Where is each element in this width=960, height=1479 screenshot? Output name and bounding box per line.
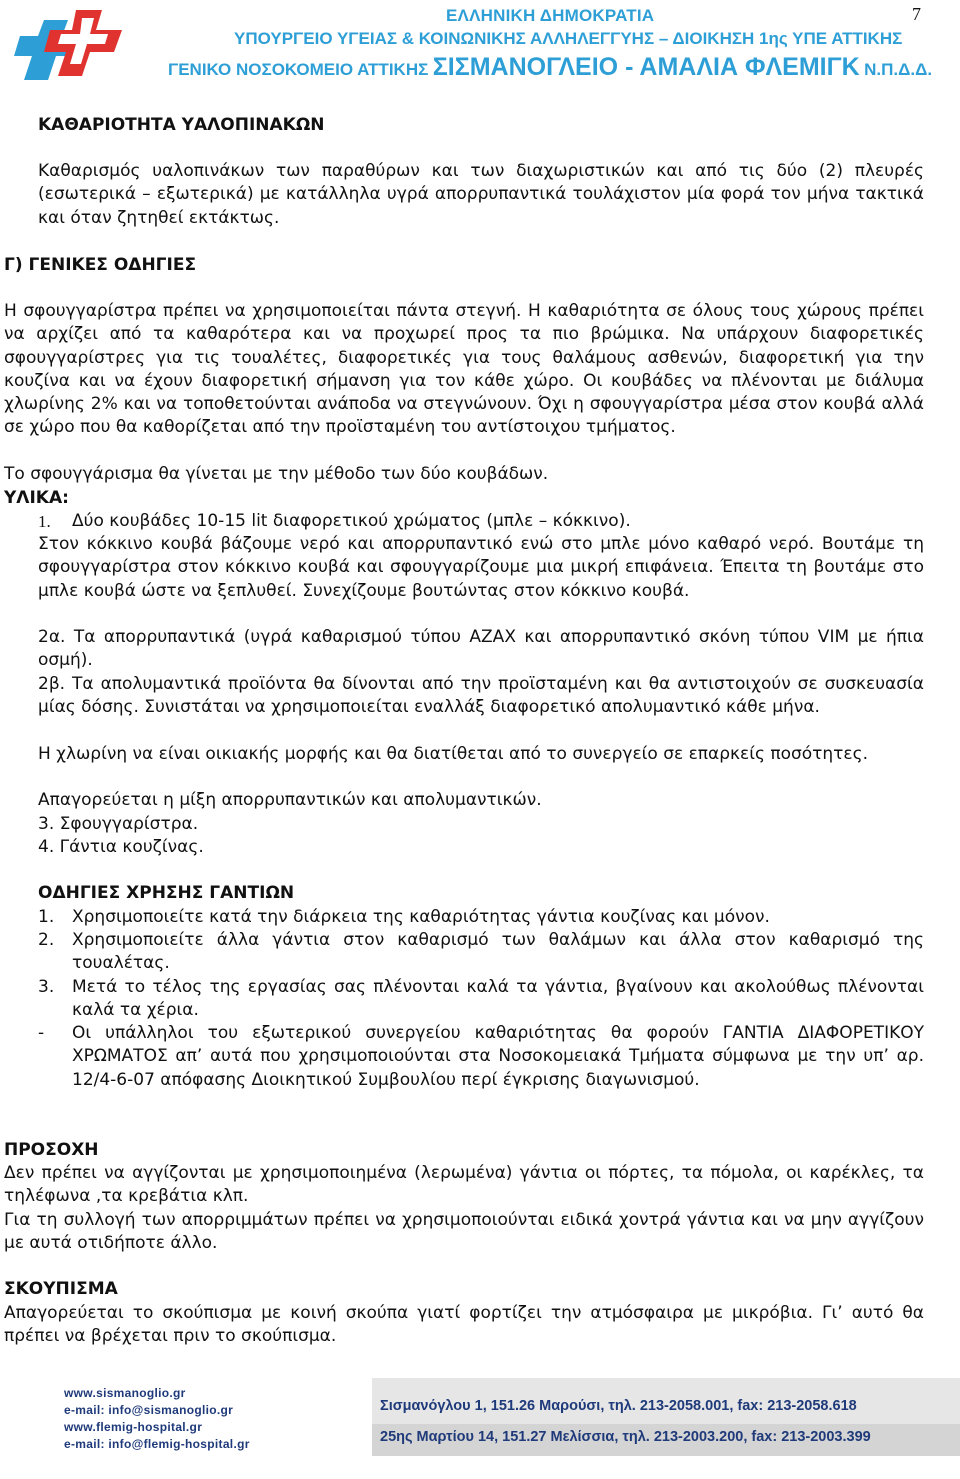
page-number: 7: [912, 4, 921, 24]
paragraph-glass: Καθαρισμός υαλοπινάκων των παραθύρων και των διαχωριστικών και από τις δύο (2) πλευρές (εσωτερικά – εξωτερικά) με κατάλληλα υγρά απορρυπαντικά τουλάχιστον μία φορά τον μήνα τακτικά και όταν ζητηθεί εκτάκτως.: [38, 161, 924, 228]
header-republic: ΕΛΛΗΝΙΚΗ ΔΗΜΟΚΡΑΤΙΑ: [446, 6, 655, 25]
header-hospital-name: ΣΙΣΜΑΝΟΓΛΕΙΟ - ΑΜΑΛΙΑ ΦΛΕΜΙΓΚ: [432, 53, 860, 81]
paragraph-forbidden-mix: Απαγορεύεται η μίξη απορρυπαντικών και απολυμαντικών.: [38, 790, 542, 810]
gloves-item-1-number: 1.: [38, 907, 55, 927]
materials-item-1-number: 1.: [38, 512, 51, 531]
header-ministry: ΥΠΟΥΡΓΕΙΟ ΥΓΕΙΑΣ & ΚΟΙΝΩΝΙΚΗΣ ΑΛΛΗΛΕΓΓΥΗΣ – ΔΙΟΙΚΗΣΗ 1ης ΥΠΕ ΑΤΤΙΚΗΣ: [234, 29, 903, 48]
gloves-item-3-number: 3.: [38, 977, 55, 997]
footer-email-1: e-mail: info@sismanoglio.gr: [64, 1403, 234, 1417]
section-title-caution: ΠΡΟΣΟΧΗ: [4, 1140, 99, 1160]
gloves-item-2-text: Χρησιμοποιείτε άλλα γάντια στον καθαρισμό των θαλάμων και άλλα στον καθαρισμό της τουαλέτας.: [72, 930, 924, 974]
paragraph-chlorine: Η χλωρίνη να είναι οικιακής μορφής και θα διατίθεται από το συνεργείο σε επαρκείς ποσότητες.: [38, 744, 868, 764]
section-title-general: Γ) ΓΕΝΙΚΕΣ ΟΔΗΓΙΕΣ: [4, 255, 197, 275]
footer-website-1: www.sismanoglio.gr: [64, 1386, 186, 1400]
page-footer: [0, 1378, 960, 1479]
footer-address-sismanoglio: Σισμανόγλου 1, 151.26 Μαρούσι, τηλ. 213-2058.001, fax: 213-2058.618: [380, 1398, 857, 1414]
gloves-item-1-text: Χρησιμοποιείτε κατά την διάρκεια της καθαριότητας γάντια κουζίνας και μόνον.: [72, 907, 770, 927]
paragraph-caution-2: Για τη συλλογή των απορριμμάτων πρέπει να χρησιμοποιούνται ειδικά χοντρά γάντια και να μην αγγίζουν με αυτά οτιδήποτε άλλο.: [4, 1210, 924, 1254]
gloves-item-2-number: 2.: [38, 930, 55, 950]
paragraph-detergents: 2α. Τα απορρυπαντικά (υγρά καθαρισμού τύπου ΑΖΑΧ και απορρυπαντικό σκόνη τύπου VIM με ήπια οσμή).: [38, 627, 924, 671]
paragraph-buckets: Στον κόκκινο κουβά βάζουμε νερό και απορρυπαντικό ενώ στο μπλε μόνο καθαρό νερό. Βουτάμε τη σφουγγαρίστρα στον κόκκινο κουβά και σφουγγαρίζουμε μια μικρή επιφάνεια. Έπειτα τη βουτάμε στο μπλε κουβά ώστε να ξεπλυθεί. Συνεχίζουμε βουτώντας στον κόκκινο κουβά.: [38, 534, 924, 601]
footer-email-2: e-mail: info@flemig-hospital.gr: [64, 1437, 250, 1451]
section-title-materials: ΥΛΙΚΑ:: [4, 488, 69, 508]
header-hospital: [168, 53, 932, 82]
paragraph-sweeping: Απαγορεύεται το σκούπισμα με κοινή σκούπα γιατί φορτίζει την ατμόσφαιρα με μικρόβια. Γι’ αυτό θα πρέπει να βρέχεται πριν το σκούπισμα.: [4, 1303, 924, 1347]
header-hospital-prefix: ΓΕΝΙΚΟ ΝΟΣΟΚΟΜΕΙΟ ΑΤΤΙΚΗΣ: [168, 60, 429, 79]
gloves-item-3-text: Μετά το τέλος της εργασίας σας πλένονται καλά τα γάντια, βγαίνουν και ακολούθως πλένονται καλά τα χέρια.: [72, 977, 924, 1021]
paragraph-caution-1: Δεν πρέπει να αγγίζονται με χρησιμοποιημένα (λερωμένα) γάντια οι πόρτες, τα πόμολα, οι καρέκλες, τα τηλέφωνα ,τα κρεβάτια κλπ.: [4, 1163, 924, 1207]
hospital-cross-logo: [10, 6, 138, 90]
footer-address-flemig: 25ης Μαρτίου 14, 151.27 Μελίσσια, τηλ. 213-2003.200, fax: 213-2003.399: [380, 1429, 871, 1445]
section-title-gloves: ΟΔΗΓΙΕΣ ΧΡΗΣΗΣ ΓΑΝΤΙΩΝ: [38, 883, 295, 903]
gloves-item-4-bullet: -: [38, 1023, 45, 1043]
header-hospital-suffix: Ν.Π.Δ.Δ.: [864, 60, 933, 79]
footer-website-2: www.flemig-hospital.gr: [64, 1420, 203, 1434]
paragraph-mopping-method: Το σφουγγάρισμα θα γίνεται με την μέθοδο των δύο κουβάδων.: [4, 464, 549, 484]
gloves-item-4-text: Οι υπάλληλοι του εξωτερικού συνεργείου καθαριότητας θα φορούν ΓΑΝΤΙΑ ΔΙΑΦΟΡΕΤΙΚΟΥ ΧΡΩΜΑΤΟΣ απ’ αυτά που χρησιμοποιούνται στα Νοσοκομειακά Τμήματα σύμφωνα με την υπ’ αρ. 12/4-6-07 απόφασης Διοικητικού Συμβουλίου περί έγκρισης διαγωνισμού.: [72, 1023, 924, 1090]
materials-item-4: 4. Γάντια κουζίνας.: [38, 837, 204, 857]
materials-item-3: 3. Σφουγγαρίστρα.: [38, 814, 199, 834]
paragraph-general: Η σφουγγαρίστρα πρέπει να χρησιμοποιείται πάντα στεγνή. Η καθαριότητα σε όλους τους χώρους πρέπει να αρχίζει από τα καθαρότερα και να προχωρεί προς τα πιο βρώμικα. Να υπάρχουν διαφορετικές σφουγγαρίστρες για τις τουαλέτες, διαφορετικές για τους θαλάμους ασθενών, διαφορετική για την κουζίνα και να έχουν διαφορετική σήμανση για τον κάθε χώρο. Οι κουβάδες να πλένονται με διάλυμα χλωρίνης 2% και να τοποθετούνται ανάποδα να στεγνώνουν. Όχι η σφουγγαρίστρα μέσα στον κουβά αλλά σε χώρο που θα καθορίζεται από την προϊσταμένη του αντίστοιχου τμήματος.: [4, 301, 924, 438]
section-title-glass: ΚΑΘΑΡΙΟΤΗΤΑ ΥΑΛΟΠΙΝΑΚΩΝ: [38, 115, 325, 135]
paragraph-disinfectants: 2β. Τα απολυμαντικά προϊόντα θα δίνονται από την προϊσταμένη και θα αντιστοιχούν σε συσκευασία μίας δόσης. Συνιστάται να χρησιμοποιείται εναλλάξ διαφορετικό απολυμαντικό κάθε μήνα.: [38, 674, 924, 718]
section-title-sweeping: ΣΚΟΥΠΙΣΜΑ: [4, 1279, 118, 1299]
materials-item-1-text: Δύο κουβάδες 10-15 lit διαφορετικού χρώματος (μπλε – κόκκινο).: [72, 511, 631, 531]
